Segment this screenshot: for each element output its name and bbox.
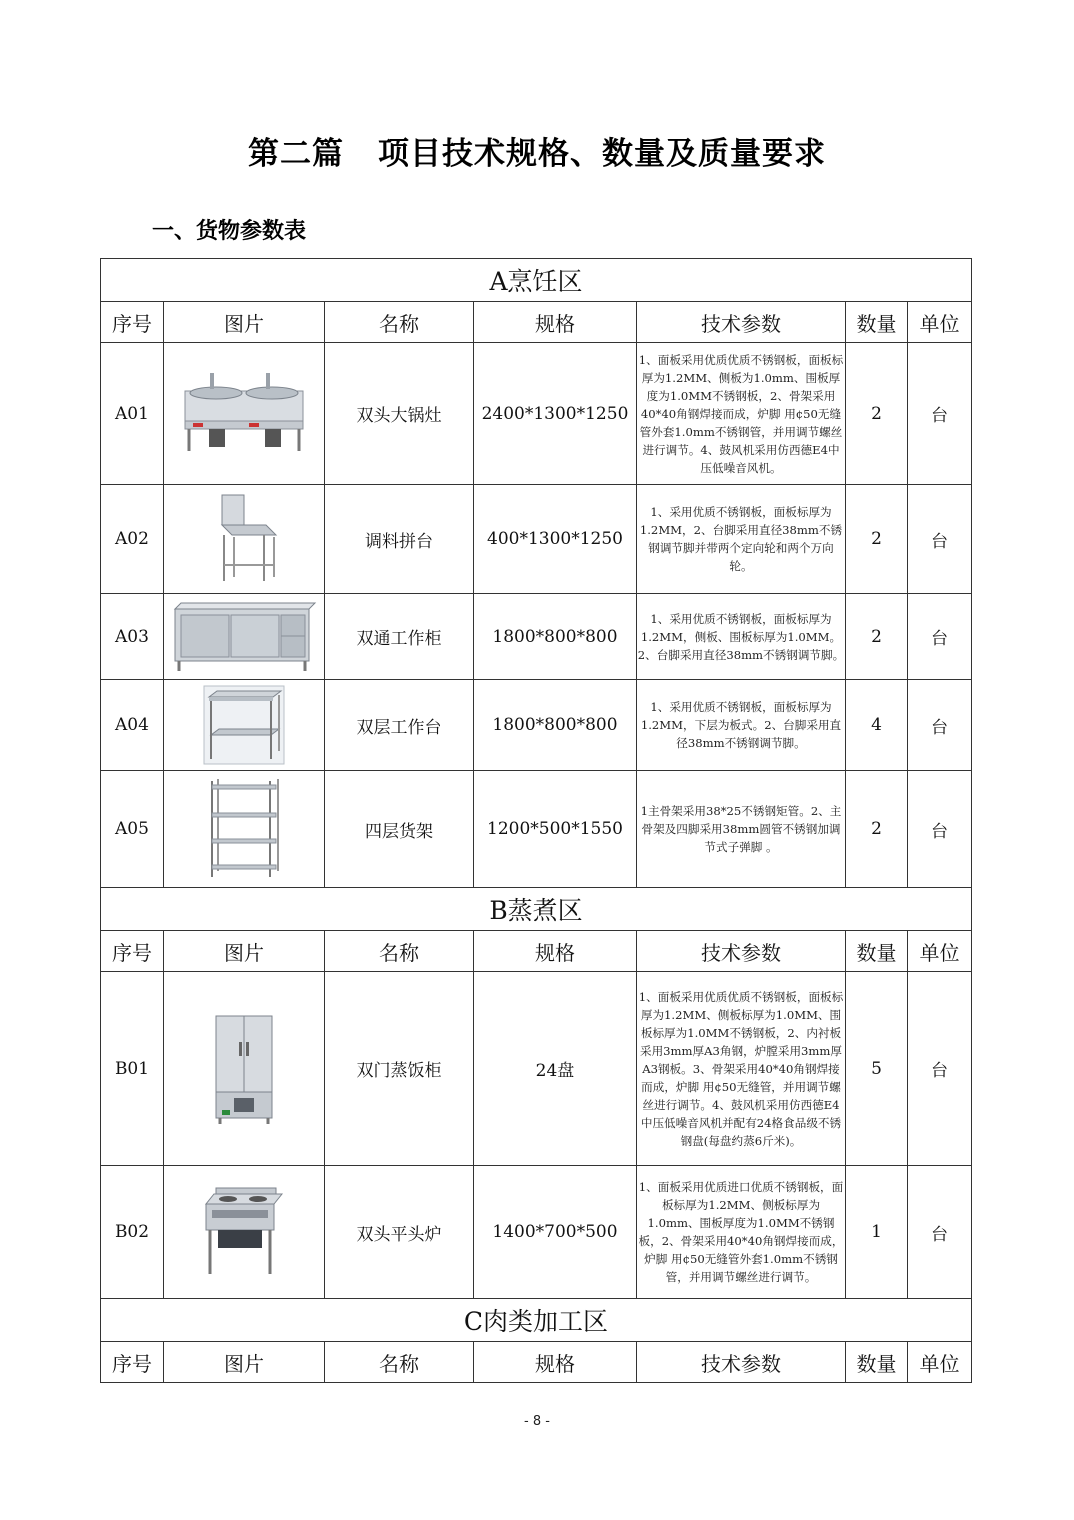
zone-title: B蒸煮区 <box>101 888 972 931</box>
header-qty: 数量 <box>846 302 908 343</box>
item-no: A01 <box>101 343 164 485</box>
item-name: 双通工作柜 <box>325 594 474 680</box>
item-image <box>164 771 325 888</box>
item-unit: 台 <box>908 972 972 1166</box>
item-spec: 400*1300*1250 <box>474 485 637 594</box>
table-row <box>101 972 972 1166</box>
item-no: A05 <box>101 771 164 888</box>
item-spec: 1800*800*800 <box>474 680 637 771</box>
item-no: B02 <box>101 1166 164 1299</box>
header-params: 技术参数 <box>637 1342 846 1383</box>
table-row <box>101 485 972 594</box>
item-image <box>164 343 325 485</box>
page-title: 第二篇 项目技术规格、数量及质量要求 <box>248 136 826 172</box>
item-image <box>164 1166 325 1299</box>
header-spec: 规格 <box>474 302 637 343</box>
table-row <box>101 680 972 771</box>
header-name: 名称 <box>325 931 474 972</box>
header-spec: 规格 <box>474 931 637 972</box>
page-number: - 8 - <box>524 1414 550 1429</box>
item-qty: 5 <box>846 972 908 1166</box>
header-image: 图片 <box>164 302 325 343</box>
steam-cabinet-icon <box>212 1012 276 1126</box>
item-image <box>164 485 325 594</box>
header-unit: 单位 <box>908 1342 972 1383</box>
item-spec: 1200*500*1550 <box>474 771 637 888</box>
header-no: 序号 <box>101 1342 164 1383</box>
header-unit: 单位 <box>908 931 972 972</box>
table-row <box>101 1166 972 1299</box>
item-name: 双门蒸饭柜 <box>325 972 474 1166</box>
header-params: 技术参数 <box>637 302 846 343</box>
header-params: 技术参数 <box>637 931 846 972</box>
item-params: 1、面板采用优质优质不锈钢板，面板标厚为1.2MM、侧板为1.0mm、围板厚度为1.0MM不锈钢板，2、骨架采用40*40角钢焊接而成，炉脚 用¢50无缝管外套1.0mm不锈钢管，并用调节螺丝进行调节。4、鼓风机采用仿西德E4中压低噪音风机。 <box>637 343 846 485</box>
item-no: A03 <box>101 594 164 680</box>
flat-stove-icon <box>202 1186 286 1278</box>
item-spec: 2400*1300*1250 <box>474 343 637 485</box>
zone-title: C肉类加工区 <box>101 1299 972 1342</box>
item-unit: 台 <box>908 1166 972 1299</box>
item-name: 调料拼台 <box>325 485 474 594</box>
section-heading: 一、货物参数表 <box>152 219 307 244</box>
header-row <box>101 931 972 972</box>
item-image <box>164 594 325 680</box>
header-spec: 规格 <box>474 1342 637 1383</box>
item-unit: 台 <box>908 771 972 888</box>
item-params: 1、面板采用优质进口优质不锈钢板，面板标厚为1.2MM、侧板标厚为1.0mm、围板厚度为1.0MM不锈钢板，2、骨架采用40*40角钢焊接而成，炉脚 用¢50无缝管外套1.0mm不锈钢管，并用调节螺丝进行调节。 <box>637 1166 846 1299</box>
item-qty: 2 <box>846 485 908 594</box>
header-no: 序号 <box>101 302 164 343</box>
table-row <box>101 343 972 485</box>
header-row <box>101 1342 972 1383</box>
item-params: 1主骨架采用38*25不锈钢矩管。2、主骨架及四脚采用38mm圆管不锈钢加调节式子弹脚 。 <box>637 771 846 888</box>
item-qty: 4 <box>846 680 908 771</box>
header-name: 名称 <box>325 1342 474 1383</box>
double-layer-table-icon <box>203 685 285 765</box>
table-row <box>101 594 972 680</box>
double-wok-stove-icon <box>179 369 309 459</box>
item-image <box>164 680 325 771</box>
item-qty: 1 <box>846 1166 908 1299</box>
item-no: B01 <box>101 972 164 1166</box>
item-spec: 24盘 <box>474 972 637 1166</box>
header-row <box>101 302 972 343</box>
header-image: 图片 <box>164 931 325 972</box>
item-unit: 台 <box>908 680 972 771</box>
header-no: 序号 <box>101 931 164 972</box>
item-name: 双头平头炉 <box>325 1166 474 1299</box>
header-unit: 单位 <box>908 302 972 343</box>
item-no: A02 <box>101 485 164 594</box>
header-image: 图片 <box>164 1342 325 1383</box>
item-params: 1、采用优质不锈钢板，面板标厚为1.2MM，2、台脚采用直径38mm不锈钢调节脚并带两个定向轮和两个万向轮。 <box>637 485 846 594</box>
item-spec: 1800*800*800 <box>474 594 637 680</box>
table-row <box>101 771 972 888</box>
goods-parameter-table <box>100 258 972 1383</box>
item-no: A04 <box>101 680 164 771</box>
item-unit: 台 <box>908 485 972 594</box>
item-name: 双层工作台 <box>325 680 474 771</box>
item-name: 四层货架 <box>325 771 474 888</box>
item-spec: 1400*700*500 <box>474 1166 637 1299</box>
header-qty: 数量 <box>846 931 908 972</box>
header-name: 名称 <box>325 302 474 343</box>
item-image <box>164 972 325 1166</box>
four-tier-shelf-icon <box>204 777 284 881</box>
zone-title: A烹饪区 <box>101 259 972 302</box>
item-qty: 2 <box>846 343 908 485</box>
item-unit: 台 <box>908 343 972 485</box>
work-cabinet-icon <box>171 599 317 675</box>
item-name: 双头大锅灶 <box>325 343 474 485</box>
item-params: 1、采用优质不锈钢板，面板标厚为1.2MM，侧板、围板标厚为1.0MM。2、台脚采用直径38mm不锈钢调节脚。 <box>637 594 846 680</box>
item-params: 1、面板采用优质优质不锈钢板，面板标厚为1.2MM、侧板标厚为1.0MM、围板标厚为1.0MM不锈钢板，2、内衬板采用3mm厚A3角钢，炉膛采用3mm厚A3钢板。3、骨架采用40*40角钢焊接而成，炉脚 用¢50无缝管，并用调节螺丝进行调节。4、鼓风机采用仿西德E4中压低噪音风机并配有24格食品级不锈钢盘(每盘约蒸6斤米)。 <box>637 972 846 1166</box>
item-unit: 台 <box>908 594 972 680</box>
item-params: 1、采用优质不锈钢板，面板标厚为1.2MM，下层为板式。2、台脚采用直径38mm不锈钢调节脚。 <box>637 680 846 771</box>
item-qty: 2 <box>846 771 908 888</box>
header-qty: 数量 <box>846 1342 908 1383</box>
seasoning-table-icon <box>204 491 284 587</box>
item-qty: 2 <box>846 594 908 680</box>
